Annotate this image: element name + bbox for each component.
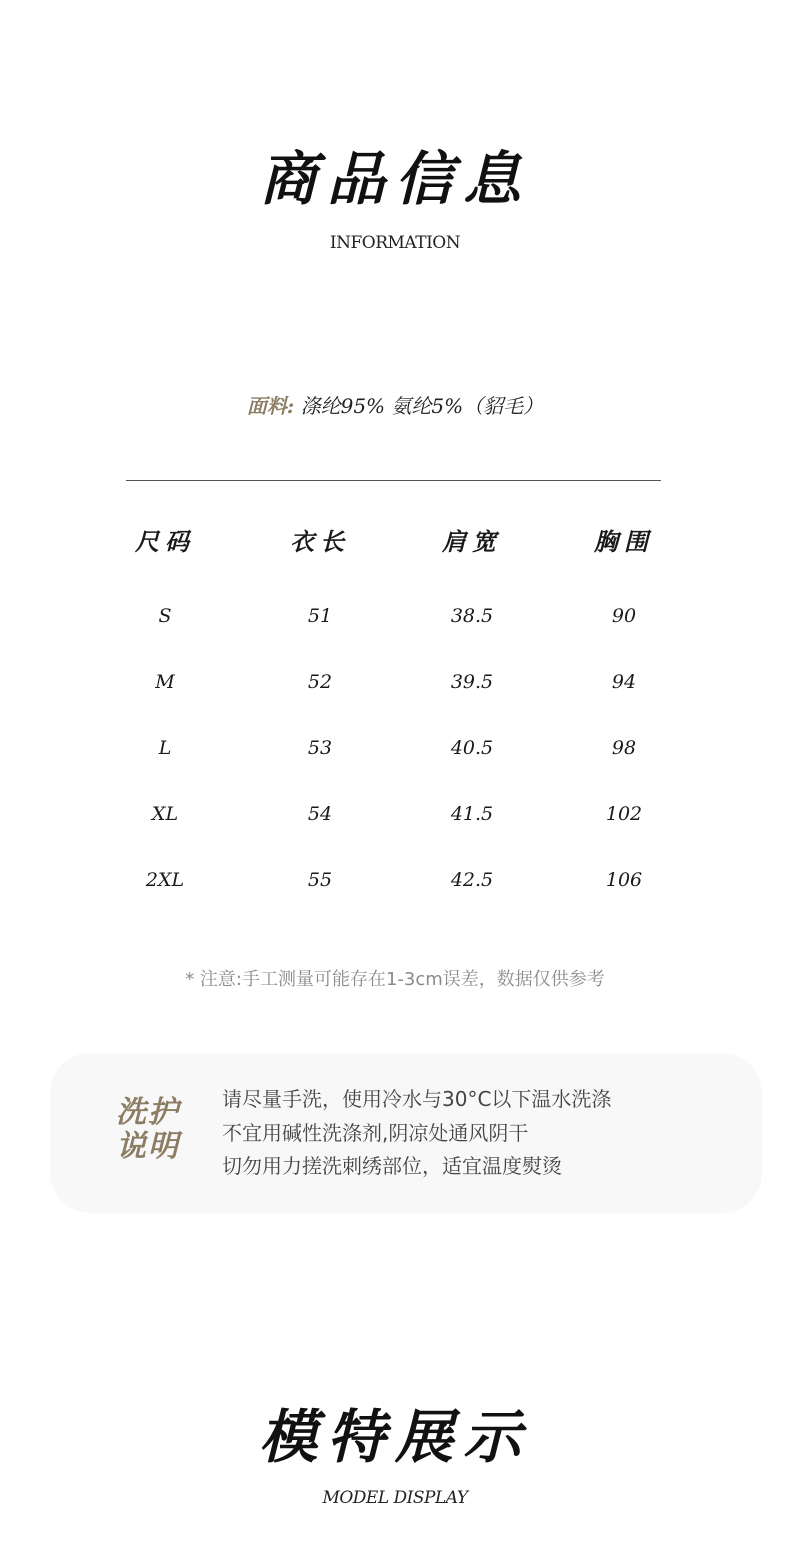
care-title-line-1: 洗护 [116, 1095, 180, 1130]
length-cell: 51 [307, 605, 333, 627]
size-table-header [90, 522, 700, 562]
info-section-subtitle: INFORMATION [329, 233, 461, 253]
chest-cell: 94 [611, 671, 637, 693]
care-instruction-line: 请尽量手洗，使用冷水与30°C以下温水洗涤 [222, 1087, 612, 1111]
care-instructions-card [50, 1053, 762, 1213]
size-cell: S [158, 605, 172, 627]
chest-cell: 98 [611, 737, 637, 759]
size-cell: 2XL [145, 869, 185, 891]
section-divider [126, 480, 661, 481]
shoulder-cell: 40.5 [450, 737, 494, 759]
fabric-composition [0, 390, 790, 422]
header-length: 衣长 [290, 527, 350, 556]
length-cell: 53 [307, 737, 333, 759]
care-instruction-line: 不宜用碱性洗涤剂,阴凉处通风阴干 [222, 1121, 529, 1145]
header-size: 尺码 [135, 527, 195, 556]
care-instruction-line: 切勿用力搓洗刺绣部位，适宜温度熨烫 [222, 1154, 562, 1178]
chest-cell: 102 [605, 803, 643, 825]
size-cell: L [158, 737, 172, 759]
chest-cell: 90 [611, 605, 637, 627]
info-section-title: 商品信息 [258, 145, 531, 213]
model-section-subtitle: MODEL DISPLAY [322, 1488, 468, 1508]
measurement-note: * 注意:手工测量可能存在1-3cm误差，数据仅供参考 [185, 969, 605, 990]
length-cell: 54 [307, 803, 333, 825]
header-shoulder: 肩宽 [442, 527, 502, 556]
table-row [90, 662, 700, 702]
header-chest: 胸围 [594, 527, 654, 556]
chest-cell: 106 [605, 869, 643, 891]
fabric-value: 涤纶95% 氨纶5%（貂毛） [300, 394, 544, 418]
shoulder-cell: 42.5 [450, 869, 494, 891]
size-cell: M [155, 671, 175, 693]
shoulder-cell: 38.5 [450, 605, 494, 627]
size-cell: XL [151, 803, 179, 825]
shoulder-cell: 41.5 [450, 803, 494, 825]
length-cell: 52 [307, 671, 333, 693]
shoulder-cell: 39.5 [450, 671, 494, 693]
table-row [90, 596, 700, 636]
care-title-line-2: 说明 [116, 1129, 180, 1164]
table-row [90, 860, 700, 900]
length-cell: 55 [307, 869, 333, 891]
model-section-title: 模特展示 [258, 1403, 531, 1471]
table-row [90, 794, 700, 834]
care-title [116, 1096, 196, 1164]
fabric-label: 面料: [246, 394, 295, 418]
table-row [90, 728, 700, 768]
